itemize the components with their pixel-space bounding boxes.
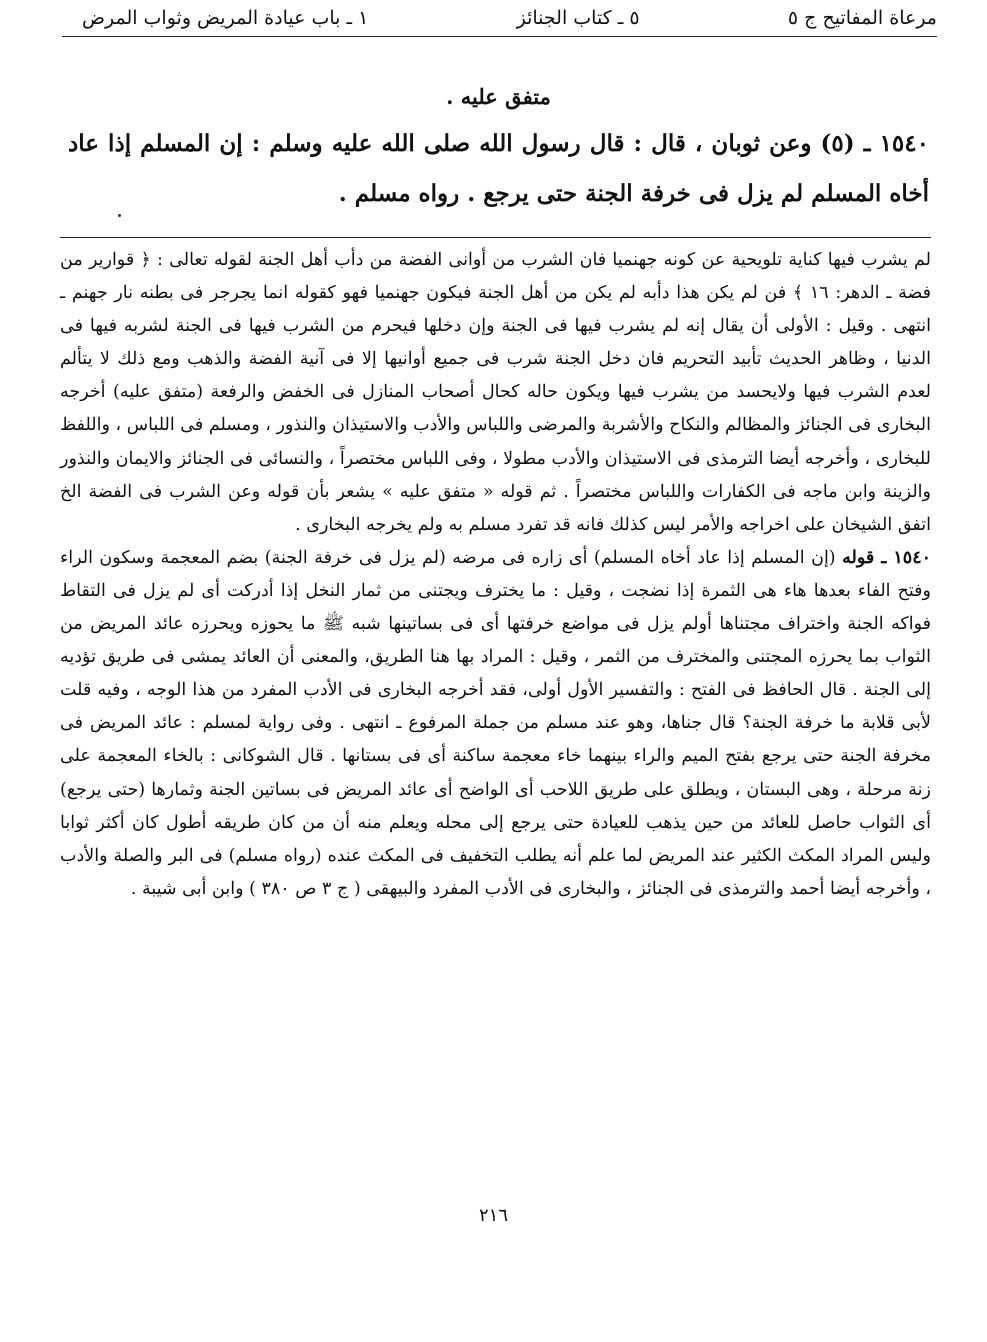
commentary [60,244,931,906]
page-number: ٢١٦ [478,1205,508,1226]
header-book-title: مرعاة المفاتيح ج ٥ [787,7,937,29]
header-chapter: ٥ ـ كتاب الجنائز [516,7,640,29]
agreed-upon-note: متفق عليه . [446,84,551,109]
scan-speck [118,214,121,217]
commentary-paragraph-2-lead: ١٥٤٠ ـ قوله [842,547,931,568]
running-header [62,0,937,37]
header-section: ١ ـ باب عيادة المريض وثواب المرض [82,7,369,29]
hadith-block [68,84,929,219]
commentary-paragraph-1: لم يشرب فيها كناية تلويحية عن كونه جهنميا فان الشرب من أوانى الفضة من دأب أهل الجنة لقوله تعالى : ﴿ قوارير من فضة ـ الدهر: ١٦ ﴾ فن لم يكن هذا دأبه لم يكن من أهل الجنة فيكون جهنميا فهو كقوله انما يجرجر فى بطنه نار جهنم ـ انتهى . وقيل : الأولى أن يقال إنه لم يشرب فيها فى الجنة وإن دخلها فيحرم من الشرب فيها فى الجنة لشربه فيها فى الدنيا ، وظاهر الحديث تأبيد التحريم فان دخل الجنة شرب فى جميع أوانيها إلا فى آنية الفضة والذهب ومع ذلك لا يتألم لعدم الشرب فيها ولايحسد من يشرب فيها ويكون حاله كحال أصحاب المنازل فى الخفض والرفعة (متفق عليه) أخرجه البخارى فى الجنائز والمظالم والنكاح والأشربة والمرضى واللباس والأدب والاستيذان والنذور ، ومسلم فى اللباس ، واللفظ للبخارى ، وأخرجه أيضا الترمذى فى الاستيذان والأدب مطولا ، وفى اللباس مختصراً ، والنسائى فى الجنائز والايمان والنذور والزينة وابن ماجه فى الكفارات واللباس مختصراً . ثم قوله « متفق عليه » يشعر بأن قوله وعن الشرب فى الفضة الخ اتفق الشيخان على اخراجه والأمر ليس كذلك فانه قد تفرد مسلم به ولم يخرجه البخارى . [60,250,931,535]
commentary-paragraph-2 [60,542,931,906]
commentary-paragraph-2-text: (إن المسلم إذا عاد أخاه المسلم) أى زاره فى مرضه (لم يزل فى خرفة الجنة) بضم المعجمة وسكون الراء وفتح الفاء بعدها هاء هى الثمرة إذا نضجت ، وقيل : ما يخترف ويجتنى من ثمار النخل إذا أدركت أى لم يزل فى التقاط فواكه الجنة واختراف مجتناها أولم يزل فى مواضع خرفتها أى فى بساتينها شبه ﷺ ما يحوزه ويحرزه عائد المريض من الثواب بما يحرزه المجتنى والمخترف من الثمر ، وقيل : المراد بها هنا الطريق، والمعنى أن العائد يمشى فى طريق تؤديه إلى الجنة . قال الحافظ فى الفتح : والتفسير الأول أولى، فقد أخرجه البخارى فى الأدب المفرد من هذا الوجه ، وفيه قلت لأبى قلابة ما خرفة الجنة؟ قال جناها، وهو عند مسلم من جملة المرفوع ـ انتهى . وفى رواية لمسلم : عائد المريض فى مخرفة الجنة حتى يرجع بفتح الميم والراء بينهما خاء معجمة ساكنة أى فى بستانها . قال الشوكانى : بالخاء المعجمة على زنة مرحلة ، وهى البستان ، ويطلق على طريق اللاحب أى الواضح أى عائد المريض فى بساتين الجنة وثمارها (حتى يرجع) أى الثواب حاصل للعائد من حين يذهب للعيادة حتى يرجع إلى محله ويعلم منه أن من كان طريقه أطول كان أكثر ثوابا وليس المراد المكث الكثير عند المريض لما علم أنه يطلب التخفيف فى المكث عنده (رواه مسلم) فى البر والصلة والأدب ، وأخرجه أيضا أحمد والترمذى فى الجنائز ، والبخارى فى الأدب المفرد والبيهقى ( ج ٣ ص ٣٨٠ ) وابن أبى شيبة . [60,547,931,899]
divider-rule [60,237,931,238]
hadith-text: ١٥٤٠ ـ (٥) وعن ثوبان ، قال : قال رسول الله صلى الله عليه وسلم : إن المسلم إذا عاد أخاه المسلم لم يزل فى خرفة الجنة حتى يرجع . رواه مسلم . [68,130,929,207]
